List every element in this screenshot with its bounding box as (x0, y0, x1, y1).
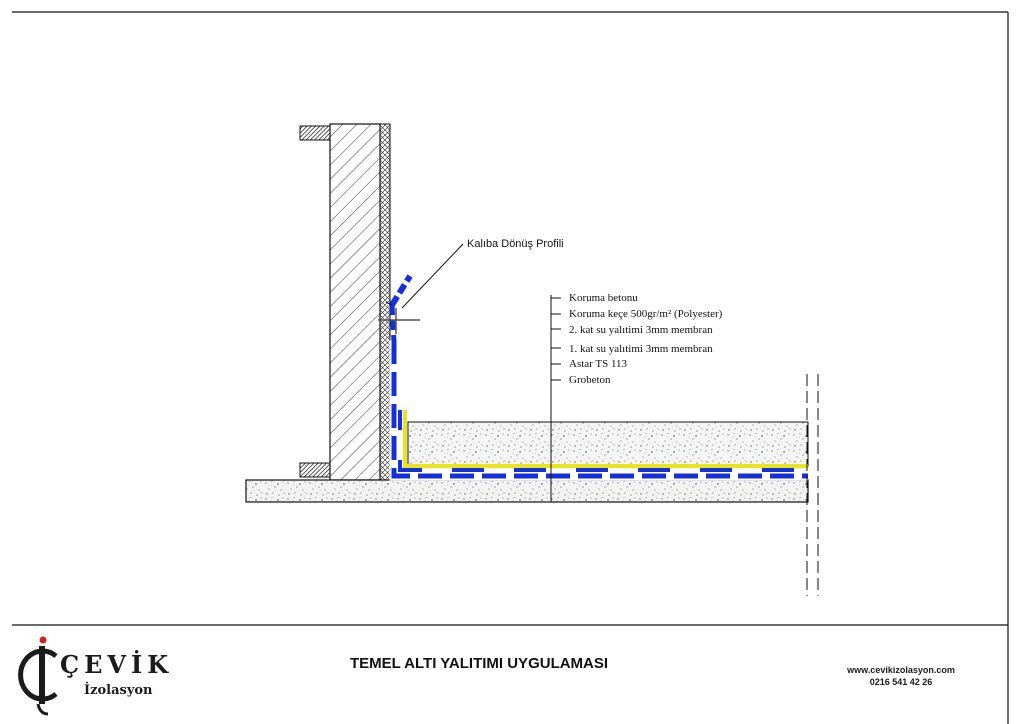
contact-block (836, 664, 966, 688)
website-link[interactable]: www.cevikizolasyon.com (847, 665, 955, 675)
profile-label: Kalıba Dönüş Profili (467, 238, 564, 250)
layer-label: Astar TS 113 (569, 358, 628, 370)
layer-labels (569, 292, 723, 386)
lean-concrete-base (246, 480, 808, 502)
protection-concrete (408, 422, 808, 466)
company-subtitle: İzolasyon (84, 683, 153, 698)
layer-label: Koruma keçe 500gr/m² (Polyester) (569, 308, 723, 320)
company-name: ÇEVİK (60, 650, 174, 679)
concrete-wall (330, 124, 390, 480)
layer-label: Grobeton (569, 374, 611, 386)
layer-label: 2. kat su yalıtimi 3mm membran (569, 324, 713, 336)
break-lines (807, 374, 818, 596)
layer-leader (551, 295, 561, 502)
profile-leader (402, 244, 463, 308)
phone-number: 0216 541 42 26 (869, 677, 933, 687)
wall-cap-top (300, 126, 330, 140)
drawing-title: TEMEL ALTI YALITIMI UYGULAMASI (350, 655, 609, 672)
sheet-border (12, 12, 1008, 724)
layer-label: 1. kat su yalıtimi 3mm membran (569, 343, 713, 355)
company-logo-mark (21, 637, 56, 715)
layer-label: Koruma betonu (569, 292, 638, 304)
wall-cap-bottom (300, 463, 330, 477)
